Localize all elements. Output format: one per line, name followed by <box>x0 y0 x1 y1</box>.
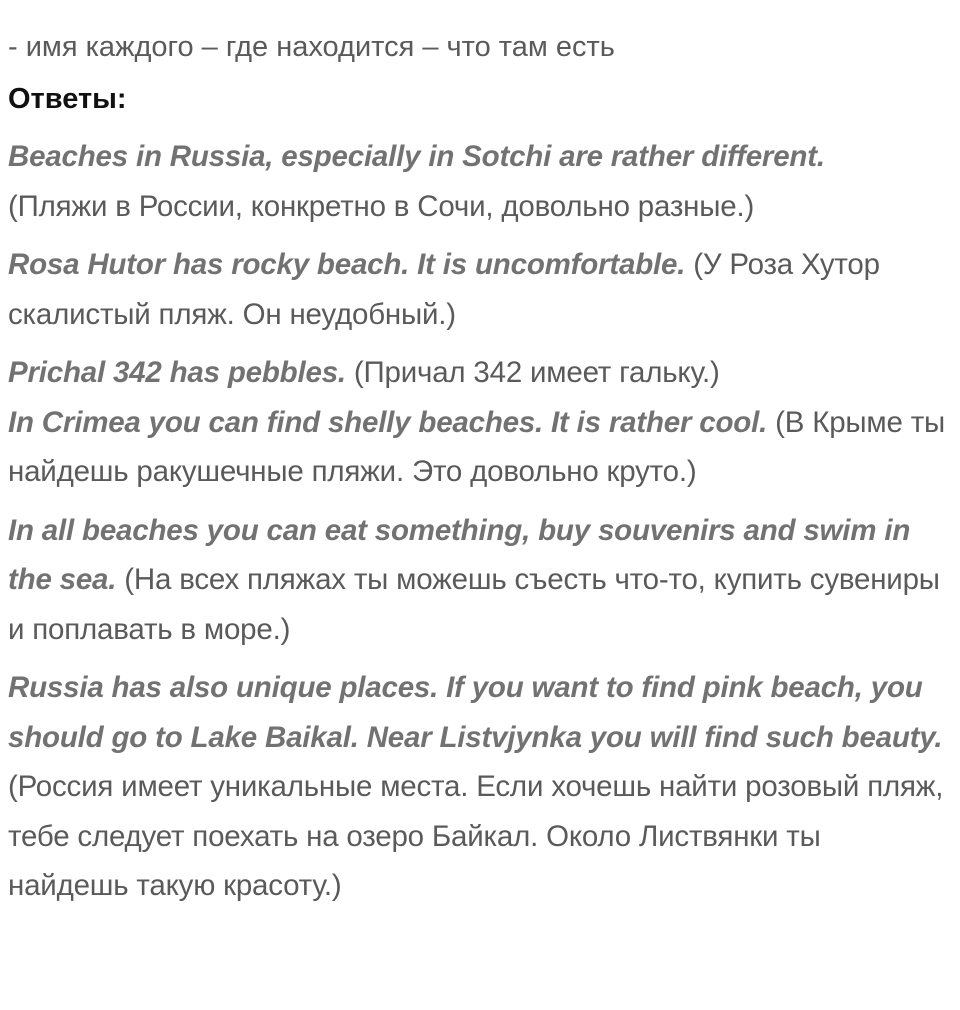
answer-english: Prichal 342 has pebbles. <box>8 356 346 389</box>
answer-russian: (В Крыме ты найдешь ракушечные пляжи. Это довольно круто.) <box>8 405 946 488</box>
answer-paragraph <box>8 398 946 497</box>
answer-russian: (Россия имеет уникальные места. Если хочешь найти розовый пляж, тебе следует поехать на озеро Байкал. Около Листвянки ты найдешь такую красоту.) <box>8 770 944 902</box>
answer-english: In Crimea you can find shelly beaches. It is rather cool. <box>8 405 768 439</box>
answer-paragraph <box>8 132 946 231</box>
intro-line: - имя каждого – где находится – что там есть <box>8 31 615 63</box>
answer-english: Russia has also unique places. If you want to find pink beach, you should go to Lake Baikal. Near Listvjynka you will find such beauty. <box>8 671 943 754</box>
answer-russian: (Причал 342 имеет гальку.) <box>353 356 720 389</box>
answer-paragraph <box>8 506 946 655</box>
answer-english: Rosa Hutor has rocky beach. It is uncomfortable. <box>8 248 686 281</box>
answer-english: Beaches in Russia, especially in Sotchi are rather different. <box>8 140 825 173</box>
answer-english: In all beaches you can eat something, buy souvenirs and swim in the sea. <box>8 513 911 596</box>
answer-russian: (У Роза Хутор скалистый пляж. Он неудобный.) <box>8 248 880 331</box>
answer-paragraph <box>8 663 946 911</box>
answer-paragraph <box>8 348 946 398</box>
answer-russian: (Пляжи в России, конкретно в Сочи, довольно разные.) <box>8 189 755 223</box>
answers-heading: Ответы: <box>8 83 127 115</box>
answer-paragraph <box>8 240 946 339</box>
answer-russian: (На всех пляжах ты можешь съесть что-то, купить сувениры и поплавать в море.) <box>8 563 940 646</box>
